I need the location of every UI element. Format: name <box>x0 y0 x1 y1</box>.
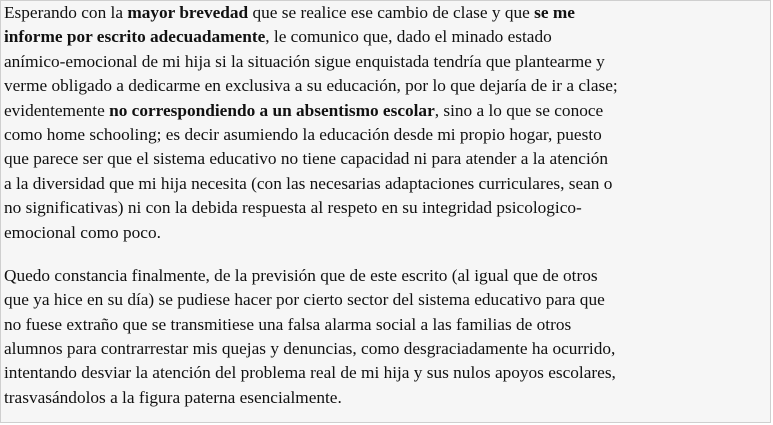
paragraph-1 <box>4 1 770 245</box>
text-line <box>4 25 770 49</box>
text-line: que ya hice en su día) se pudiese hacer por cierto sector del sistema educativo para que <box>4 290 605 310</box>
text-run: Esperando con la <box>4 3 128 22</box>
text-line <box>4 99 770 123</box>
text-run: que se realice ese cambio de clase y que <box>248 3 535 22</box>
text-line: alumnos para contrarrestar mis quejas y denuncias, como desgraciadamente ha ocurrido, <box>4 339 616 359</box>
paragraph-gap <box>4 245 770 264</box>
text-line: como home schooling; es decir asumiendo la educación desde mi propio hogar, puesto <box>4 124 602 144</box>
text-line: trasvasándolos a la figura paterna esencialmente. <box>4 387 342 407</box>
text-line: intentando desviar la atención del problema real de mi hija y sus nulos apoyos escolares, <box>4 363 616 383</box>
text-line <box>4 1 770 25</box>
bold-phrase: no correspondiendo a un absentismo escolar <box>109 100 435 120</box>
text-run: evidentemente <box>4 100 110 120</box>
text-line: a la diversidad que mi hija necesita (con las necesarias adaptaciones curriculares, sean o <box>4 173 613 193</box>
bold-phrase: mayor brevedad <box>127 3 249 22</box>
bold-phrase: se me <box>534 3 575 22</box>
text-line: verme obligado a dedicarme en exclusiva a su educación, por lo que dejaría de ir a clase; <box>4 76 618 96</box>
paragraph-2 <box>4 264 770 410</box>
text-line: que parece ser que el sistema educativo no tiene capacidad ni para atender a la atención <box>4 149 609 169</box>
text-line: no significativas) ni con la debida respuesta al respeto en su integridad psicologico- <box>4 198 582 218</box>
text-run: , sino a lo que se conoce <box>434 100 604 120</box>
text-line: Quedo constancia finalmente, de la previsión que de este escrito (al igual que de otros <box>4 265 598 285</box>
text-line: no fuese extraño que se transmitiese una falsa alarma social a las familias de otros <box>4 314 572 334</box>
text-line: emocional como poco. <box>4 222 161 242</box>
text-line: anímico-emocional de mi hija si la situación sigue enquistada tendría que plantearme y <box>4 51 605 71</box>
letter-body <box>4 1 770 410</box>
bold-phrase: informe por escrito adecuadamente <box>4 27 266 47</box>
text-run: , le comunico que, dado el minado estado <box>265 27 552 47</box>
